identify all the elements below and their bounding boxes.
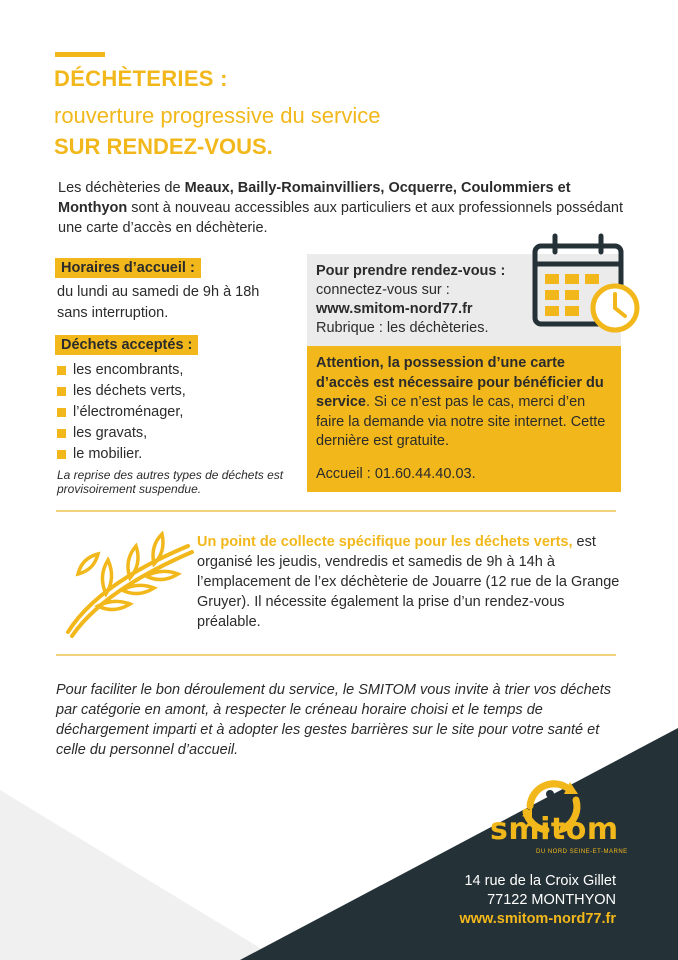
logo-wordmark: smitom (490, 812, 619, 847)
divider (56, 510, 616, 512)
intro-sites: Meaux, Bailly-Romainvilliers, Ocquerre, Coulommiers et Monthyon (58, 180, 571, 216)
calendar-clock-icon (527, 232, 645, 338)
appointment-website-link[interactable]: www.smitom-nord77.fr (316, 301, 473, 317)
list-item: les gravats, (57, 423, 186, 444)
intro-text-start: Les déchèteries de (58, 180, 185, 196)
list-item: les encombrants, (57, 360, 186, 381)
waste-label: Déchets acceptés : (55, 335, 198, 355)
intro-text-end: sont à nouveau accessibles aux particuliers et aux professionnels possédant une carte d’accès en déchèterie. (58, 200, 623, 236)
list-item: les déchets verts, (57, 381, 186, 402)
page-subtitle: rouverture progressive du service (54, 103, 381, 128)
collection-highlight: Un point de collecte spécifique pour les déchets verts, (197, 534, 573, 550)
appointment-line: Rubrique : les déchèteries. (316, 320, 489, 336)
hours-line: sans interruption. (57, 305, 169, 321)
footer-address (459, 872, 616, 929)
page-subtitle-strong: SUR RENDEZ-VOUS. (54, 134, 273, 159)
phone-line: Accueil : 01.60.44.40.03. (316, 466, 476, 482)
hours-line: du lundi au samedi de 9h à 18h (57, 284, 260, 300)
divider (56, 654, 616, 656)
appointment-heading: Pour prendre rendez-vous : (316, 263, 506, 279)
logo-tagline: DU NORD SEINE-ET-MARNE (536, 849, 628, 855)
warning-text (316, 354, 612, 452)
warning-bold: Attention, la possession d’une carte d’accès est nécessaire pour bénéficier du service (316, 355, 604, 410)
title-accent-bar (55, 52, 105, 57)
collection-text (197, 532, 627, 632)
hours-label: Horaires d’accueil : (55, 258, 201, 278)
address-line: 77122 MONTHYON (487, 892, 616, 908)
appointment-text (316, 262, 531, 338)
appointment-line: connectez-vous sur : (316, 282, 450, 298)
closing-paragraph: Pour faciliter le bon déroulement du service, le SMITOM vous invite à trier vos déchets par catégorie en amont, à respecter le créneau horaire choisi et le temps de déchargement imparti et à adopter les gestes barrières sur le site pour votre santé et celle du personnel d’accueil. (56, 682, 612, 758)
warning-rest: . Si ce n’est pas le cas, merci d’en faire la demande via notre site internet. Cette dernière est gratuite. (316, 394, 606, 449)
wheat-icon (58, 524, 198, 642)
hours-text (57, 282, 297, 324)
list-item: le mobilier. (57, 444, 186, 465)
list-item: l’électroménager, (57, 402, 186, 423)
waste-note: La reprise des autres types de déchets est provisoirement suspendue. (57, 468, 284, 496)
address-line: 14 rue de la Croix Gillet (464, 873, 616, 889)
waste-list (57, 360, 186, 465)
intro-paragraph (58, 178, 630, 238)
footer-website-link[interactable]: www.smitom-nord77.fr (459, 911, 616, 927)
collection-body: est organisé les jeudis, vendredis et samedis de 9h à 14h à l’emplacement de l’ex déchèterie de Jouarre (12 rue de la Grange Gruyer). Il nécessite également la prise d’un rendez-vous préalable. (197, 534, 620, 630)
page-title: DÉCHÈTERIES : (54, 66, 228, 91)
